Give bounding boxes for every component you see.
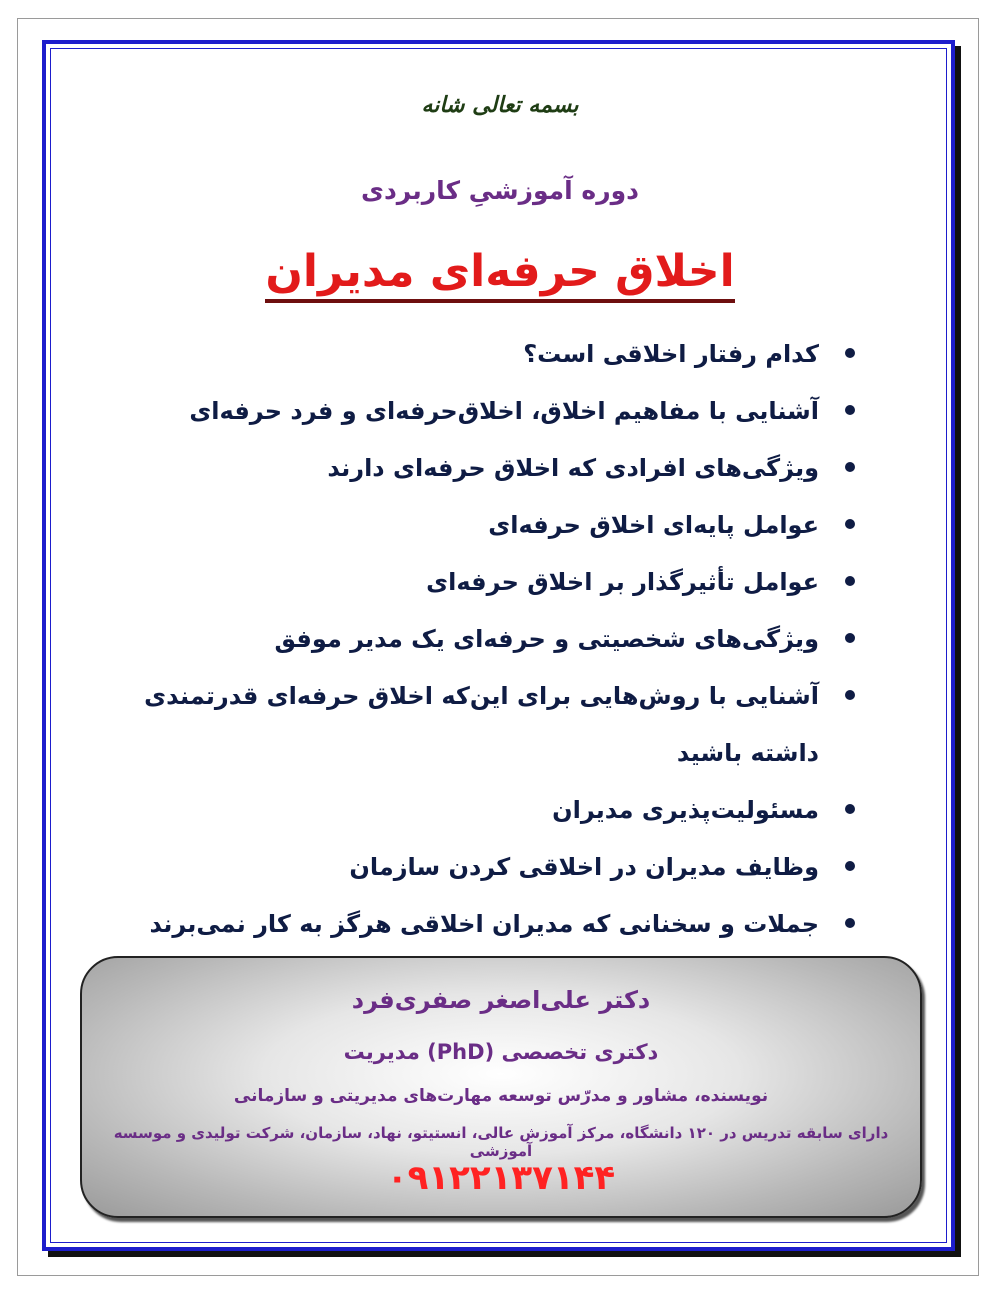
bullet-icon xyxy=(845,348,855,358)
topic-list xyxy=(115,326,855,953)
topic-text: عوامل پایه‌ای اخلاق حرفه‌ای xyxy=(488,511,819,539)
author-info-box xyxy=(80,956,922,1218)
author-phone: ۰۹۱۲۲۱۳۷۱۴۴ xyxy=(386,1158,616,1198)
topic-item xyxy=(115,896,855,953)
topic-text: عوامل تأثیرگذار بر اخلاق حرفه‌ای xyxy=(426,568,819,596)
course-title xyxy=(0,246,1000,297)
topic-item xyxy=(115,383,855,440)
course-title-text: اخلاق حرفه‌ای مدیران xyxy=(265,246,734,303)
topic-item xyxy=(115,554,855,611)
author-name: دکتر علی‌اصغر صفری‌فرد xyxy=(351,986,651,1014)
topic-item xyxy=(115,668,855,782)
bismillah-header: بسمه تعالی شانه xyxy=(421,92,579,118)
course-subtitle: دوره آموزشیِ کاربردی xyxy=(361,176,639,205)
bullet-icon xyxy=(845,918,855,928)
topic-text: ویژگی‌های افرادی که اخلاق حرفه‌ای دارند xyxy=(327,454,819,482)
bullet-icon xyxy=(845,462,855,472)
topic-item xyxy=(115,326,855,383)
author-role: نویسنده، مشاور و مدرّس توسعه مهارت‌های مدیریتی و سازمانی xyxy=(233,1086,769,1106)
author-experience: دارای سابقه تدریس در ۱۲۰ دانشگاه، مرکز آموزش عالی، انستیتو، نهاد، سازمان، شرکت تولیدی و موسسه آموزشی xyxy=(113,1124,889,1160)
topic-text: جملات و سخنانی که مدیران اخلاقی هرگز به کار نمی‌برند xyxy=(149,910,819,938)
topic-text: آشنایی با مفاهیم اخلاق، اخلاق‌حرفه‌ای و فرد حرفه‌ای xyxy=(189,397,819,425)
author-degree: دکتری تخصصی (PhD) مدیریت xyxy=(343,1040,659,1064)
bullet-icon xyxy=(845,804,855,814)
bullet-icon xyxy=(845,861,855,871)
bullet-icon xyxy=(845,576,855,586)
topic-item xyxy=(115,782,855,839)
bullet-icon xyxy=(845,405,855,415)
topic-item xyxy=(115,611,855,668)
topic-item xyxy=(115,440,855,497)
topic-text: کدام رفتار اخلاقی است؟ xyxy=(523,340,819,368)
bullet-icon xyxy=(845,519,855,529)
topic-item xyxy=(115,839,855,896)
topic-item xyxy=(115,497,855,554)
topic-text: ویژگی‌های شخصیتی و حرفه‌ای یک مدیر موفق xyxy=(274,625,819,653)
bullet-icon xyxy=(845,690,855,700)
bullet-icon xyxy=(845,633,855,643)
topic-text: آشنایی با روش‌هایی برای این‌که اخلاق حرفه‌ای قدرتمندی داشته باشید xyxy=(144,682,819,767)
topic-text: وظایف مدیران در اخلاقی کردن سازمان xyxy=(349,853,819,881)
topic-text: مسئولیت‌پذیری مدیران xyxy=(552,796,819,824)
